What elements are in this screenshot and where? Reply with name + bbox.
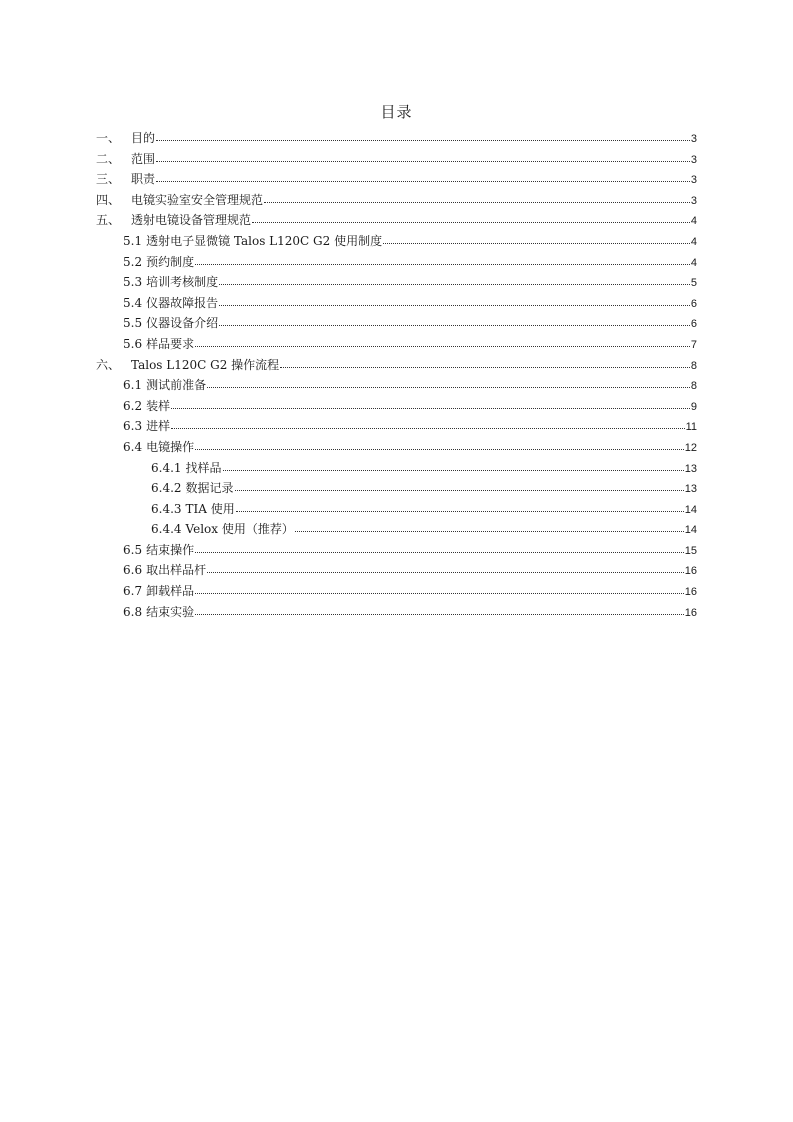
toc-dot-leader	[171, 418, 684, 430]
toc-entry-number: 六、	[96, 357, 121, 372]
toc-entry-number: 二、	[96, 151, 121, 166]
toc-entry-page: 8	[690, 359, 697, 372]
toc-title: 目录	[380, 103, 413, 121]
toc-entry-page: 4	[690, 256, 697, 269]
toc-dot-leader	[223, 460, 684, 472]
toc-dot-leader	[195, 604, 684, 616]
toc-entry-label: 装样	[146, 398, 171, 413]
toc-entry-number: 6.4.3	[151, 501, 182, 516]
toc-entry-page: 7	[690, 338, 697, 351]
toc-entry-page: 3	[690, 153, 697, 166]
toc-entry[interactable]	[96, 375, 697, 396]
toc-entry-label: 仪器故障报告	[146, 295, 219, 310]
toc-dot-leader	[219, 274, 690, 286]
toc-entry-page: 6	[690, 297, 697, 310]
toc-entry[interactable]	[96, 231, 697, 252]
toc-entry-label: 仪器设备介绍	[146, 316, 219, 331]
toc-entry[interactable]	[96, 272, 697, 293]
toc-entry-number: 6.4.2	[151, 481, 182, 496]
toc-dot-leader	[156, 130, 690, 142]
toc-entry-label: 范围	[131, 151, 156, 166]
toc-dot-leader	[280, 357, 690, 369]
toc-dot-leader	[195, 439, 684, 451]
toc-entry-number: 5.3	[123, 275, 143, 290]
toc-entry-page: 4	[690, 215, 697, 228]
toc-dot-leader	[383, 233, 690, 245]
toc-dot-leader	[264, 192, 690, 204]
toc-dot-leader	[195, 542, 684, 554]
toc-entry-number: 6.4	[123, 439, 143, 454]
toc-entry-number: 6.1	[123, 378, 143, 393]
toc-entry-page: 5	[690, 277, 697, 290]
toc-entry-number: 五、	[96, 213, 121, 228]
toc-dot-leader	[219, 315, 690, 327]
toc-entry-number: 5.2	[123, 254, 143, 269]
toc-entry[interactable]	[96, 437, 697, 458]
toc-entry-page: 14	[684, 524, 697, 537]
toc-dot-leader	[156, 171, 690, 183]
toc-entry-number: 6.3	[123, 419, 143, 434]
toc-entry[interactable]	[96, 293, 697, 314]
toc-entry-number: 5.5	[123, 316, 143, 331]
toc-entry[interactable]	[96, 581, 697, 602]
toc-entry-page: 14	[684, 503, 697, 516]
toc-entry[interactable]	[96, 416, 697, 437]
toc-entry[interactable]	[96, 499, 697, 520]
toc-entry-label: 取出样品杆	[146, 563, 207, 578]
toc-entry[interactable]	[96, 210, 697, 231]
table-of-contents	[96, 128, 697, 622]
toc-entry-label: 透射电镜设备管理规范	[131, 213, 252, 228]
toc-entry[interactable]	[96, 458, 697, 479]
toc-entry[interactable]	[96, 478, 697, 499]
toc-entry[interactable]	[96, 560, 697, 581]
toc-entry-page: 3	[690, 194, 697, 207]
toc-entry[interactable]	[96, 169, 697, 190]
toc-entry-page: 15	[684, 544, 697, 557]
toc-dot-leader	[195, 336, 690, 348]
toc-entry[interactable]	[96, 313, 697, 334]
toc-dot-leader	[207, 562, 684, 574]
toc-entry-label: 进样	[146, 419, 171, 434]
toc-entry-number: 6.4.4	[151, 522, 182, 537]
toc-entry-label: 电镜实验室安全管理规范	[131, 192, 264, 207]
toc-entry-label: 职责	[131, 172, 156, 187]
toc-entry-page: 16	[684, 565, 697, 578]
toc-entry[interactable]	[96, 334, 697, 355]
toc-entry-number: 6.2	[123, 398, 143, 413]
toc-entry-number: 一、	[96, 131, 121, 145]
toc-entry-page: 11	[685, 421, 697, 434]
toc-entry[interactable]	[96, 396, 697, 417]
toc-entry-label: 数据记录	[185, 481, 234, 496]
toc-dot-leader	[207, 377, 690, 389]
toc-entry-page: 4	[690, 235, 697, 248]
toc-entry[interactable]	[96, 602, 697, 623]
toc-entry-label: Talos L120C G2 操作流程	[131, 357, 280, 372]
toc-entry-page: 16	[684, 606, 697, 619]
toc-entry-label: 电镜操作	[146, 439, 195, 454]
toc-entry-number: 6.4.1	[151, 460, 182, 475]
toc-entry[interactable]	[96, 519, 697, 540]
toc-entry-label: 测试前准备	[146, 378, 207, 393]
toc-dot-leader	[295, 521, 684, 533]
toc-entry-label: 预约制度	[146, 254, 195, 269]
toc-entry-number: 6.7	[123, 584, 143, 599]
toc-entry-label: 卸载样品	[146, 584, 195, 599]
toc-dot-leader	[219, 295, 690, 307]
toc-entry-page: 3	[690, 174, 697, 187]
toc-dot-leader	[236, 501, 684, 513]
toc-entry-label: 培训考核制度	[146, 275, 219, 290]
toc-entry-number: 三、	[96, 172, 121, 187]
toc-entry-page: 9	[690, 400, 697, 413]
toc-entry-number: 四、	[96, 192, 121, 207]
toc-entry-number: 5.6	[123, 336, 143, 351]
toc-dot-leader	[195, 583, 684, 595]
toc-entry-label: 目的	[131, 131, 156, 145]
toc-entry[interactable]	[96, 355, 697, 376]
toc-entry-page: 12	[684, 441, 697, 454]
toc-entry[interactable]	[96, 128, 697, 149]
toc-entry-label: 结束实验	[146, 604, 195, 619]
toc-dot-leader	[235, 480, 684, 492]
toc-entry-number: 6.8	[123, 604, 143, 619]
toc-entry-number: 6.5	[123, 542, 143, 557]
toc-entry-page: 3	[690, 133, 697, 145]
toc-entry-page: 13	[684, 462, 697, 475]
toc-entry-number: 6.6	[123, 563, 143, 578]
toc-entry-label: 样品要求	[146, 336, 195, 351]
toc-entry[interactable]	[96, 190, 697, 211]
toc-entry-label: Velox 使用（推荐）	[185, 522, 294, 537]
toc-entry-number: 5.1	[123, 233, 143, 248]
toc-dot-leader	[156, 151, 690, 163]
toc-entry-label: TIA 使用	[185, 501, 235, 516]
toc-entry-label: 结束操作	[146, 542, 195, 557]
toc-entry-page: 13	[684, 483, 697, 496]
toc-entry[interactable]	[96, 149, 697, 170]
toc-dot-leader	[195, 254, 690, 266]
toc-entry-page: 6	[690, 318, 697, 331]
toc-entry-page: 16	[684, 586, 697, 599]
toc-dot-leader	[252, 212, 690, 224]
toc-dot-leader	[171, 398, 690, 410]
toc-entry-number: 5.4	[123, 295, 143, 310]
toc-entry[interactable]	[96, 252, 697, 273]
toc-entry-label: 找样品	[185, 460, 222, 475]
toc-entry-label: 透射电子显微镜 Talos L120C G2 使用制度	[146, 233, 383, 248]
toc-entry[interactable]	[96, 540, 697, 561]
toc-entry-page: 8	[690, 380, 697, 393]
